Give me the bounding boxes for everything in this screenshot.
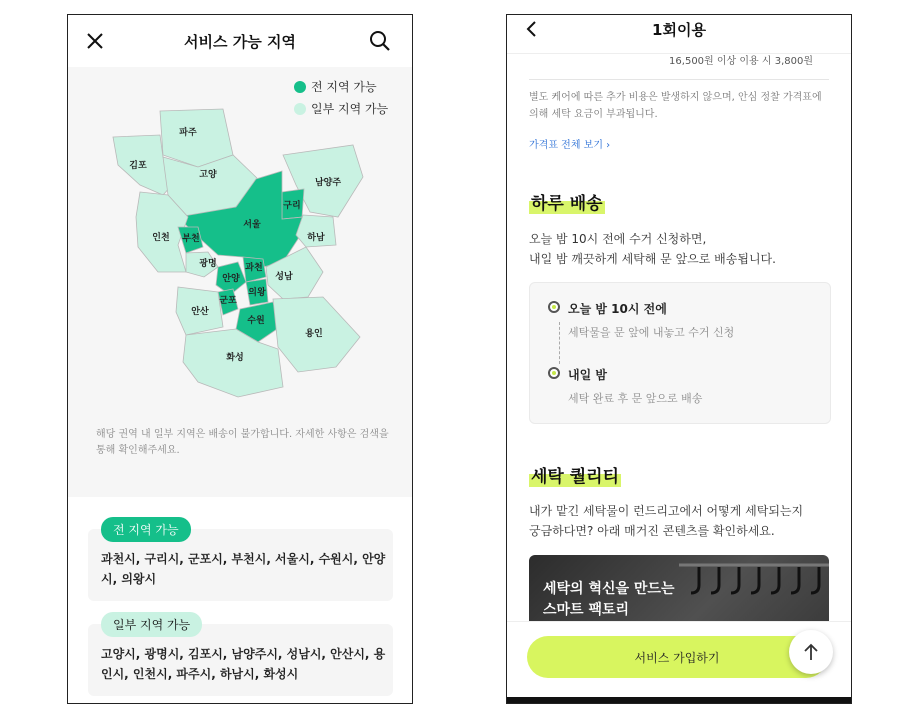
region-label: 용인 xyxy=(305,329,323,339)
region-label: 안산 xyxy=(191,307,209,317)
pin-icon xyxy=(548,367,560,379)
quality-title: 세탁 퀄리티 xyxy=(531,467,620,487)
bottom-action-bar xyxy=(507,621,851,704)
same-day-desc-1: 오늘 밤 10시 전에 수거 신청하면, xyxy=(529,232,707,246)
region-18 xyxy=(183,329,283,397)
region-label: 남양주 xyxy=(314,178,342,188)
region-label: 하남 xyxy=(307,233,325,243)
scroll-top-button[interactable] xyxy=(789,630,833,674)
delivery-timeline xyxy=(529,282,831,424)
price-table-link[interactable]: 가격표 전체 보기 › xyxy=(529,140,611,151)
region-label: 과천 xyxy=(245,263,263,273)
region-label: 군포 xyxy=(219,296,237,306)
same-day-title: 하루 배송 xyxy=(531,194,603,214)
banner-line-2: 스마트 팩토리 xyxy=(543,602,630,618)
header xyxy=(507,15,851,54)
pin-icon xyxy=(548,301,560,313)
region-0 xyxy=(160,109,233,167)
quality-desc-1: 내가 맡긴 세탁물이 런드리고에서 어떻게 세탁되는지 xyxy=(529,504,804,518)
fee-note: 별도 케어에 따른 추가 비용은 발생하지 않으며, 안심 정찰 가격표에 의해 세탁 요금이 부과됩니다. xyxy=(529,92,822,120)
legend-partial-label: 일부 지역 가능 xyxy=(311,102,389,116)
same-day-heading xyxy=(529,189,605,214)
quality-heading xyxy=(529,462,621,487)
bottom-edge xyxy=(507,697,851,704)
service-map-area xyxy=(68,67,412,497)
header xyxy=(68,15,412,67)
banner-text xyxy=(543,579,674,621)
search-icon[interactable] xyxy=(369,30,391,52)
region-label: 광명 xyxy=(199,259,217,269)
region-map xyxy=(68,67,413,407)
page-title: 1회이용 xyxy=(652,21,706,39)
partial-area-badge: 일부 지역 가능 xyxy=(101,612,202,637)
region-label: 구리 xyxy=(283,201,301,211)
region-label: 인천 xyxy=(152,233,170,243)
region-label: 화성 xyxy=(226,353,244,363)
step-2-sub: 세탁 완료 후 문 앞으로 배송 xyxy=(568,392,703,405)
service-area-screen xyxy=(67,14,413,704)
one-time-use-screen xyxy=(506,14,852,704)
price-line: 16,500원 이상 이용 시 3,800원 xyxy=(669,56,813,67)
signup-button[interactable]: 서비스 가입하기 xyxy=(527,636,827,678)
region-label: 안양 xyxy=(222,274,240,284)
region-label: 파주 xyxy=(179,128,197,138)
quality-desc-2: 궁금하다면? 아래 매거진 콘텐츠를 확인하세요. xyxy=(529,524,775,538)
price-row xyxy=(529,53,829,80)
region-label: 김포 xyxy=(129,161,147,171)
step-1-title: 오늘 밤 10시 전에 xyxy=(568,302,667,316)
legend-full-label: 전 지역 가능 xyxy=(311,80,377,94)
full-area-badge: 전 지역 가능 xyxy=(101,517,191,542)
timeline-connector xyxy=(559,322,560,364)
region-label: 수원 xyxy=(247,316,265,326)
arrow-up-icon xyxy=(803,643,819,661)
region-label: 고양 xyxy=(199,170,217,180)
same-day-desc-2: 내일 밤 깨끗하게 세탁해 문 앞으로 배송됩니다. xyxy=(529,252,776,266)
partial-area-cities: 고양시, 광명시, 김포시, 남양주시, 성남시, 안산시, 용인시, 인천시, 파주시, 하남시, 화성시 xyxy=(101,647,386,681)
page-title: 서비스 가능 지역 xyxy=(184,33,296,51)
area-notice: 해당 권역 내 일부 지역은 배송이 불가합니다. 자세한 사항은 검색을 통해 확인해주세요. xyxy=(96,429,389,456)
banner-line-1: 세탁의 혁신을 만드는 xyxy=(543,581,675,597)
full-area-cities: 과천시, 구리시, 군포시, 부천시, 서울시, 수원시, 안양시, 의왕시 xyxy=(101,552,386,586)
region-label: 서울 xyxy=(243,220,261,230)
region-label: 부천 xyxy=(182,234,200,244)
step-1-sub: 세탁물을 문 앞에 내놓고 수거 신청 xyxy=(568,326,735,339)
step-2-title: 내일 밤 xyxy=(568,368,607,382)
region-label: 성남 xyxy=(275,272,293,282)
region-label: 의왕 xyxy=(248,288,266,298)
